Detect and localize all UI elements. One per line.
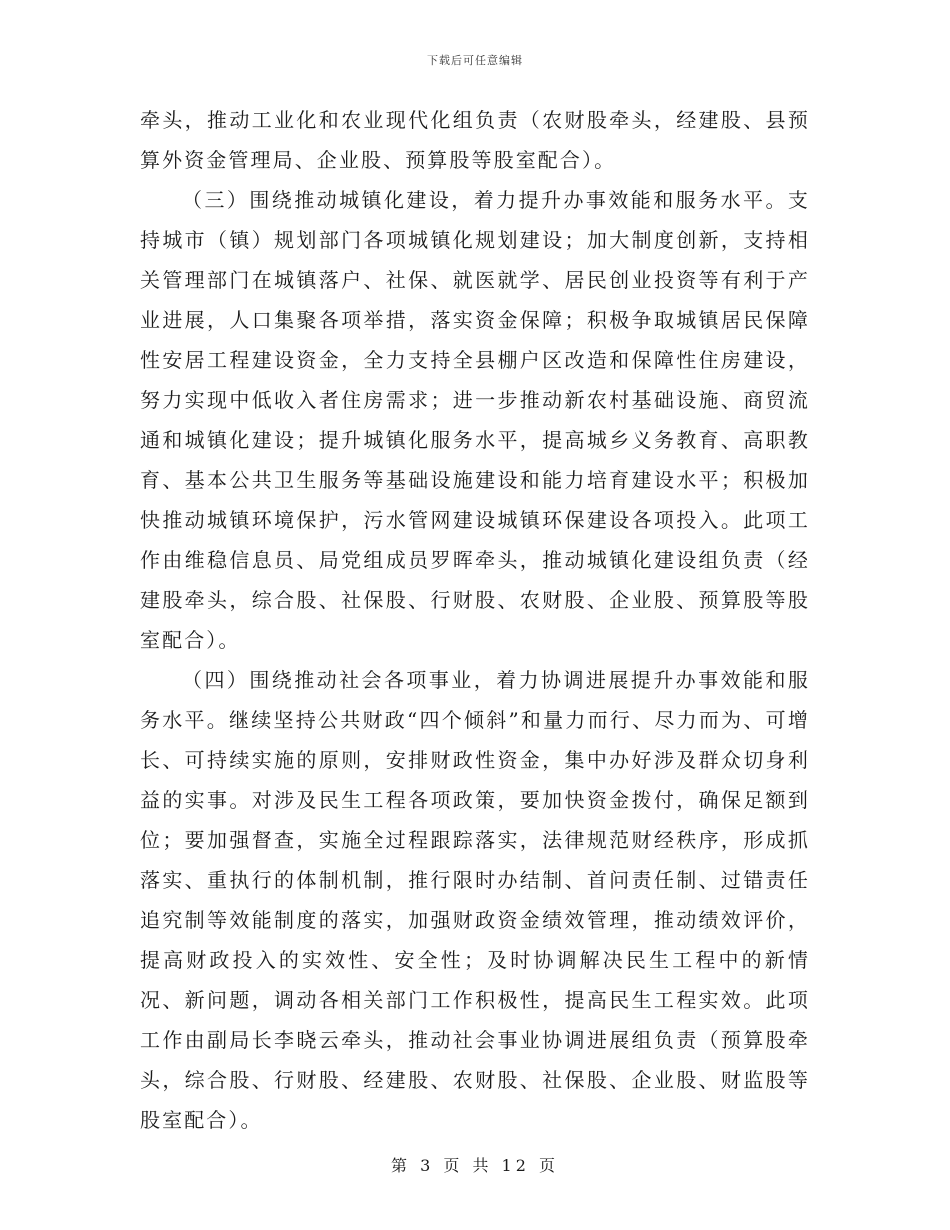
paragraph-continuation: 牵头，推动工业化和农业现代化组负责（农财股牵头，经建股、县预算外资金管理局、企业股、预算股等股室配合）。 <box>140 108 810 172</box>
document-body <box>140 100 810 1140</box>
paragraph-section-3: （三）围绕推动城镇化建设，着力提升办事效能和服务水平。支持城市（镇）规划部门各项城镇化规划建设；加大制度创新，支持相关管理部门在城镇落户、社保、就医就学、居民创业投资等有利于产业进展，人口集聚各项举措，落实资金保障；积极争取城镇居民保障性安居工程建设资金，全力支持全县棚户区改造和保障性住房建设，努力实现中低收入者住房需求；进一步推动新农村基础设施、商贸流通和城镇化建设；提升城镇化服务水平，提高城乡义务教育、高职教育、基本公共卫生服务等基础设施建设和能力培育建设水平；积极加快推动城镇环境保护，污水管网建设城镇环保建设各项投入。此项工作由维稳信息员、局党组成员罗晖牵头，推动城镇化建设组负责（经建股牵头，综合股、社保股、行财股、农财股、企业股、预算股等股室配合）。 <box>140 188 810 652</box>
page-header: 下载后可任意编辑 <box>427 54 523 67</box>
paragraph-section-4: （四）围绕推动社会各项事业，着力协调进展提升办事效能和服务水平。继续坚持公共财政“四个倾斜”和量力而行、尽力而为、可增长、可持续实施的原则，安排财政性资金，集中办好涉及群众切身利益的实事。对涉及民生工程各项政策，要加快资金拨付，确保足额到位；要加强督查，实施全过程跟踪落实，法律规范财经秩序，形成抓落实、重执行的体制机制，推行限时办结制、首问责任制、过错责任追究制等效能制度的落实，加强财政资金绩效管理，推动绩效评价，提高财政投入的实效性、安全性；及时协调解决民生工程中的新情况、新问题，调动各相关部门工作积极性，提高民生工程实效。此项工作由副局长李晓云牵头，推动社会事业协调进展组负责（预算股牵头，综合股、行财股、经建股、农财股、社保股、企业股、财监股等股室配合）。 <box>140 668 810 1132</box>
page-footer: 第 3 页 共 12 页 <box>391 1156 559 1175</box>
